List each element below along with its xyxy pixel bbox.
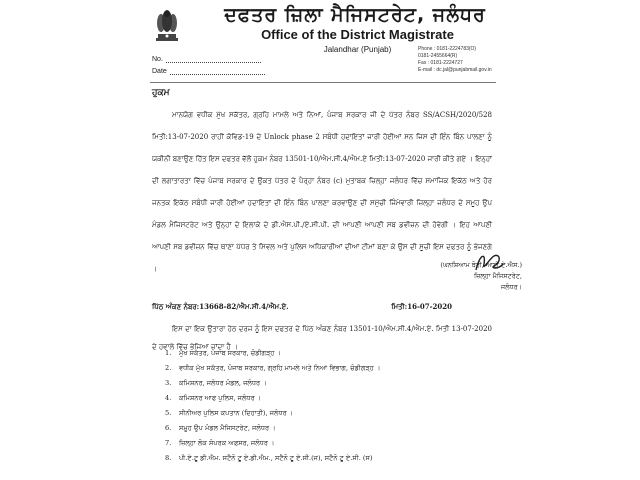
reference-number-line bbox=[152, 56, 261, 63]
endorsement-line bbox=[152, 302, 492, 312]
office-title-punjabi: ਦਫਤਰ ਜ਼ਿਲਾ ਮੈਜਿਸਟਰੇਟ, ਜਲੰਧਰ bbox=[224, 4, 486, 26]
endorsement-date: ਮਿਤੀ:16-07-2020 bbox=[391, 302, 452, 311]
order-title: ਹੁਕਮ bbox=[152, 88, 170, 98]
signatory-block bbox=[392, 260, 522, 293]
recipient-list bbox=[165, 346, 495, 466]
reference-date-label: Date bbox=[152, 68, 167, 75]
list-item: 1. ਮੁੱਖ ਸਕੱਤਰ, ਪੰਜਾਬ ਸਰਕਾਰ, ਚੰਡੀਗੜ੍ਹ । bbox=[165, 349, 281, 357]
contact-line: Phone : 0181-2224783(O) bbox=[418, 46, 477, 52]
signatory-place: ਜਲੰਧਰ। bbox=[500, 283, 522, 291]
state-emblem-icon bbox=[152, 6, 182, 44]
reference-number-blank bbox=[166, 56, 261, 63]
list-item: 3. ਕਮਿਸ਼ਨਰ, ਜਲੰਧਰ ਮੰਡਲ, ਜਲੰਧਰ । bbox=[165, 379, 267, 387]
contact-line: Fax : 0181-2224727 bbox=[418, 60, 463, 66]
office-title-english: Office of the District Magistrate bbox=[261, 27, 454, 42]
order-paragraph: ਮਾਨਯੋਗ ਵਧੀਕ ਮੁੱਖ ਸਕੱਤਰ, ਗ੍ਰਹਿ ਮਾਮਲੇ ਅਤੇ ਨਿਆਂ, ਪੰਜਾਬ ਸਰਕਾਰ ਜੀ ਦੇ ਪੱਤਰ ਨੰਬਰ SS/ACSH/2020/528 ਮਿਤੀ:13-07-2020 ਰਾਹੀਂ ਕੋਵਿਡ-19 ਦੇ Unlock phase 2 ਸਬੰਧੀ ਹਦਾਇਤਾਂ ਜਾਰੀ ਹੋਈਆਂ ਸਨ ਜਿਸ ਦੀ ਇੰਨ ਬਿੰਨ ਪਾਲਣਾ ਨੂੰ ਯਕੀਨੀ ਬਣਾਉਣ ਹਿੱਤ ਇਸ ਦਫਤਰ ਵੱਲੋਂ ਹੁਕਮ ਨੰਬਰ 13501-10/ਐਮ.ਸੀ.4/ਐਮ.ਏ ਮਿਤੀ:13-07-2020 ਜਾਰੀ ਕੀਤੇ ਗਏ । ਇਨ੍ਹਾਂ ਦੀ ਲਗਾਤਾਰਤਾ ਵਿੱਚ ਪੰਜਾਬ ਸਰਕਾਰ ਦੇ ਉਕਤ ਪੱਤਰ ਦੇ ਪੈਰ੍ਹਾ ਨੰਬਰ (c) ਮੁਤਾਬਕ ਜ਼ਿਲ੍ਹਾ ਜਲੰਧਰ ਵਿੱਚ ਸਮਾਜਿਕ ਇਕੱਠ ਅਤੇ ਹੋਰ ਜਨਤਕ ਇਕੱਠ ਸਬੰਧੀ ਜਾਰੀ ਹੋਈਆਂ ਹਦਾਇਤਾਂ ਦੀ ਇੰਨ ਬਿੰਨ ਪਾਲਣਾ ਕਰਵਾਉਣ ਦੀ ਸਮੁੱਚੀ ਜਿੰਮੇਵਾਰੀ ਜ਼ਿਲ੍ਹਾ ਜਲੰਧਰ ਦੇ ਸਮੂਹ ਉਪ ਮੰਡਲ ਮੈਜਿਸਟਰੇਟ ਅਤੇ ਉਨ੍ਹਾਂ ਦੇ ਇਲਾਕੇ ਦੇ ਡੀ.ਐਸ.ਪੀ./ਏ.ਸੀ.ਪੀ. ਦੀ ਆਪਣੀ ਆਪਣੀ ਸਬ ਡਵੀਜ਼ਨ ਦੀ ਹੋਵੇਗੀ । ਇਹ ਆਪਣੀ ਆਪਣੀ ਸਬ ਡਵੀਜ਼ਨ ਵਿੱਚ ਥਾਣਾ ਪੱਧਰ ਤੇ ਸਿਵਲ ਅਤੇ ਪੁਲਿਸ ਅਧਿਕਾਰੀਆਂ ਦੀਆਂ ਟੀਮਾਂ ਬਣਾ ਕੇ ਉਸ ਦੀ ਸੂਚੀ ਇਸ ਦਫਤਰ ਨੂੰ ਭੇਜਣਗੇ । bbox=[152, 111, 492, 273]
contact-line: 0181-2455664(R) bbox=[418, 53, 458, 59]
contact-line: E-mail : dc.jal@punjabmail.gov.in bbox=[418, 67, 492, 73]
list-item: 6. ਸਮੂਹ ਉਪ ਮੰਡਲ ਮੈਜਿਸਟਰੇਟ, ਜਲੰਧਰ । bbox=[165, 424, 276, 432]
list-item: 8. ਪੀ.ਏ.ਟੂ ਡੀ.ਐਮ. ਸਟੈਨੋ ਟੂ ਏ.ਡੀ.ਐਮ., ਸਟੈਨੋ ਟੂ ਏ.ਸੀ.(ਜ), ਸਟੈਨੋ ਟੂ ਏ.ਸੀ. (ਸ) bbox=[165, 454, 373, 462]
list-item: 7. ਜ਼ਿਲ੍ਹਾ ਲੋਕ ਸੰਪਰਕ ਅਫਸਰ, ਜਲੰਧਰ । bbox=[165, 439, 275, 447]
endorsement-paragraph: ਇਸ ਦਾ ਇਕ ਉਤਾਰਾ ਹੇਠ ਦਰਜ ਨੂੰ ਇਸ ਦਫਤਰ ਦੇ ਪਿੱਠ ਅੰਕਣ ਨੰਬਰ 13501-10/ਐਮ.ਸੀ.4/ਐਮ.ਏ. ਮਿਤੀ 13-07-2020 ਦੇ ਹਵਾਲੇ ਵਿੱਚ ਭੇਜਿਆ ਜਾਂਦਾ ਹੈ । bbox=[152, 325, 492, 351]
reference-date-blank bbox=[170, 68, 265, 75]
office-location: Jalandhar (Punjab) bbox=[323, 45, 392, 54]
signatory-designation: ਜ਼ਿਲ੍ਹਾ ਮੈਜਿਸਟਰੇਟ, bbox=[473, 272, 522, 280]
list-item: 5. ਸੀਨੀਅਰ ਪੁਲਿਸ ਕਪਤਾਨ (ਦਿਹਾਤੀ), ਜਲੰਧਰ । bbox=[165, 409, 294, 417]
reference-date-line bbox=[152, 68, 265, 75]
signatory-name: (ਘਨਸ਼ਿਆਮ ਥੋਰੀ, ਆਈ.ਏ.ਐਸ.) bbox=[440, 261, 522, 269]
contact-block bbox=[418, 46, 548, 74]
endorsement-number: ਪਿੱਠ ਅੰਕਣ ਨੰਬਰ:13668-82/ਐਮ.ਸੀ.4/ਐਮ.ਏ. bbox=[152, 302, 289, 311]
reference-number-label: No. bbox=[152, 56, 163, 63]
list-item: 2. ਵਧੀਕ ਮੁੱਖ ਸਕੱਤਰ, ਪੰਜਾਬ ਸਰਕਾਰ, ਗ੍ਰਹਿ ਮਾਮਲੇ ਅਤੇ ਨਿਆਂ ਵਿਭਾਗ, ਚੰਡੀਗੜ੍ਹ । bbox=[165, 364, 381, 372]
header-divider bbox=[150, 82, 496, 83]
list-item: 4. ਕਮਿਸ਼ਨਰ ਆਫ ਪੁਲਿਸ, ਜਲੰਧਰ । bbox=[165, 394, 262, 402]
